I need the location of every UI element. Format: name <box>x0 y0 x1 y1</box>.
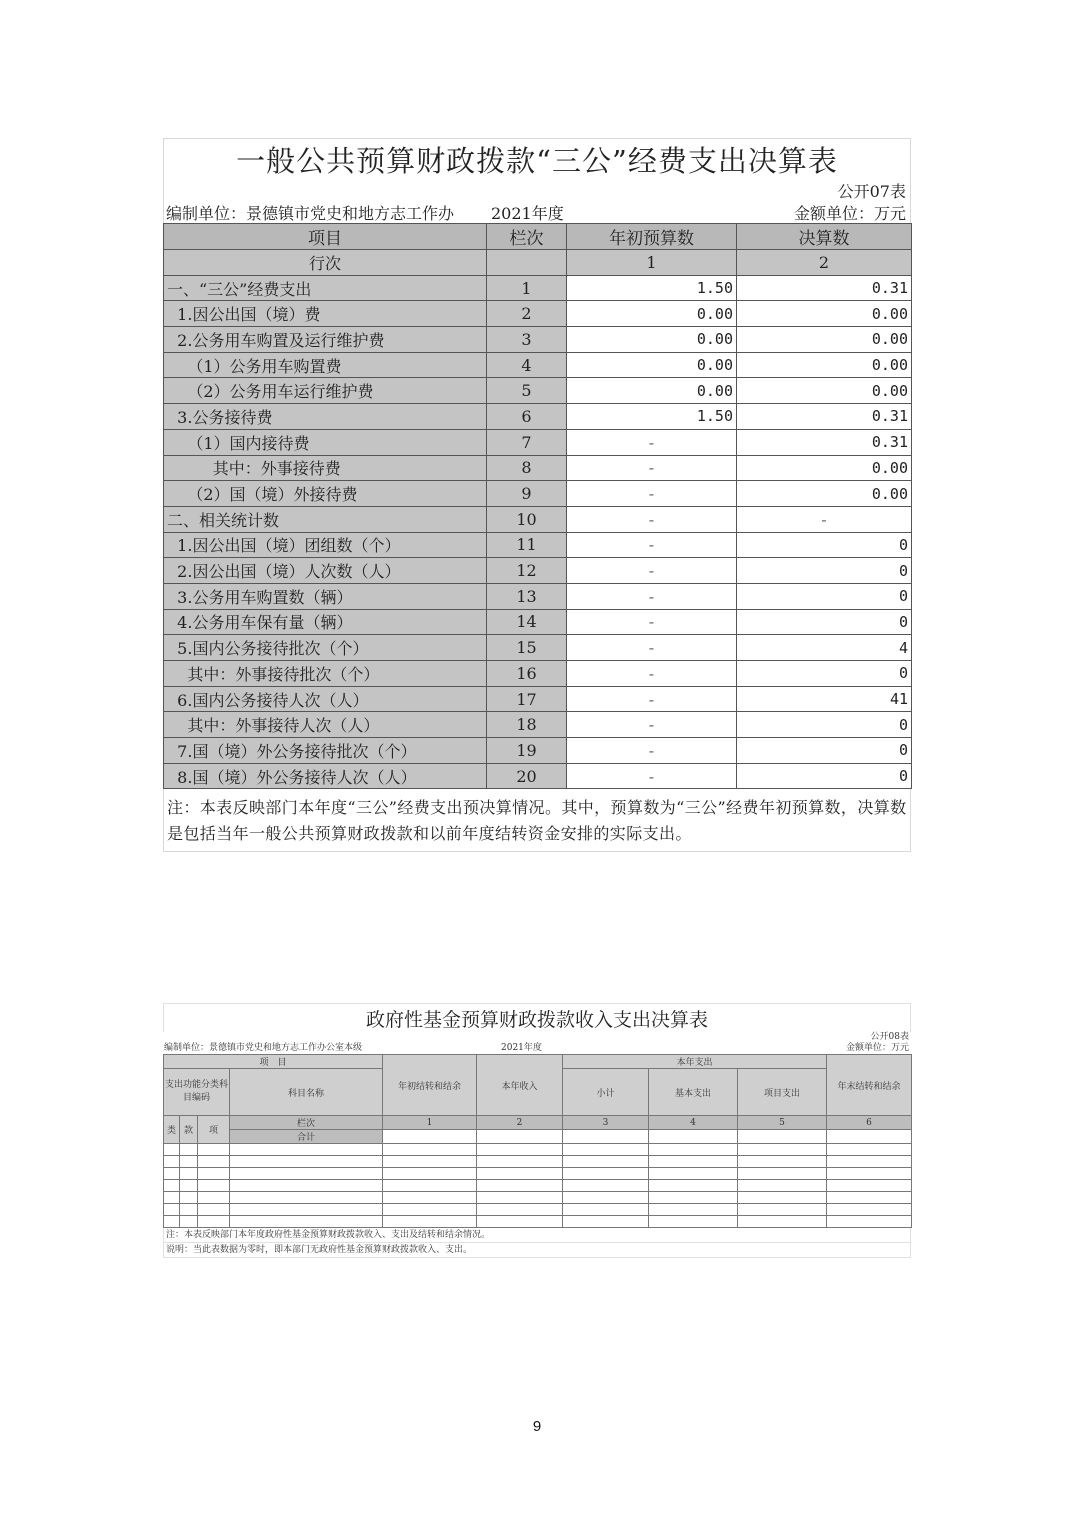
table2-empty-cell <box>477 1144 563 1156</box>
table2-empty-cell <box>738 1216 827 1228</box>
table1-row <box>164 327 912 353</box>
table2-empty-cell <box>230 1216 383 1228</box>
table2-empty-row <box>164 1192 912 1204</box>
row-item-name: 1.因公出国（境）团组数（个） <box>164 532 487 558</box>
table2-empty-cell <box>738 1180 827 1192</box>
row-budget-value: - <box>567 455 737 481</box>
table2-empty-cell <box>383 1180 477 1192</box>
table1-row <box>164 558 912 584</box>
table2-header-row-1 <box>164 1055 912 1069</box>
row-final-value: 0 <box>737 661 912 687</box>
row-budget-value: - <box>567 712 737 738</box>
row-item-name: （1）国内接待费 <box>164 429 487 455</box>
row-final-value: 0.00 <box>737 301 912 327</box>
header-subtotal: 小计 <box>563 1069 649 1116</box>
three-public-expenses-table <box>163 138 911 852</box>
table2-note-1: 注：本表反映部门本年度政府性基金预算财政拨款收入、支出及结转和结余情况。 <box>163 1228 911 1243</box>
table2-amount-unit: 金额单位：万元 <box>845 1043 909 1053</box>
row-index-label: 行次 <box>164 250 487 276</box>
row-final-value: 0 <box>737 738 912 764</box>
table2-empty-cell <box>563 1156 649 1168</box>
header-item: 项 目 <box>164 1055 383 1069</box>
table1-row <box>164 738 912 764</box>
table2-empty-cell <box>827 1204 912 1216</box>
row-col-no: 20 <box>487 763 567 789</box>
table2-empty-cell <box>230 1204 383 1216</box>
row-col-no: 19 <box>487 738 567 764</box>
col-number-1: 1 <box>383 1116 477 1130</box>
table2-empty-cell <box>230 1156 383 1168</box>
table2-empty-cell <box>230 1192 383 1204</box>
row-final-value: 0 <box>737 558 912 584</box>
row-col-no: 8 <box>487 455 567 481</box>
table2-empty-cell <box>383 1144 477 1156</box>
header-begin-balance: 年初结转和结余 <box>383 1055 477 1116</box>
row-item-name: 2.因公出国（境）人次数（人） <box>164 558 487 584</box>
header-expense-group: 本年支出 <box>563 1055 827 1069</box>
table2-empty-cell <box>198 1204 230 1216</box>
row-col-no: 10 <box>487 506 567 532</box>
row-budget-value: - <box>567 481 737 507</box>
row-budget-value: 0.00 <box>567 327 737 353</box>
total-cell <box>738 1130 827 1144</box>
total-cell <box>827 1130 912 1144</box>
table2-empty-cell <box>164 1144 180 1156</box>
table2-empty-cell <box>164 1216 180 1228</box>
table2-empty-cell <box>230 1180 383 1192</box>
col-number-5: 5 <box>738 1116 827 1130</box>
table2-empty-cell <box>563 1204 649 1216</box>
table1-row <box>164 609 912 635</box>
header-func-code: 支出功能分类科目编码 <box>164 1069 230 1116</box>
table2-empty-cell <box>649 1204 738 1216</box>
row-final-value: 0 <box>737 532 912 558</box>
row-col-no: 12 <box>487 558 567 584</box>
table2-empty-cell <box>383 1192 477 1204</box>
header-item: 项目 <box>164 224 487 250</box>
row-item-name: 2.公务用车购置及运行维护费 <box>164 327 487 353</box>
table2-empty-row <box>164 1180 912 1192</box>
table2-empty-cell <box>563 1192 649 1204</box>
table2-empty-cell <box>198 1144 230 1156</box>
table1-row <box>164 275 912 301</box>
table2-empty-cell <box>827 1192 912 1204</box>
row-final-value: 0.00 <box>737 327 912 353</box>
table2-year: 2021年度 <box>501 1043 542 1053</box>
header-budget: 年初预算数 <box>567 224 737 250</box>
table2-empty-row <box>164 1216 912 1228</box>
table1-row <box>164 635 912 661</box>
table2-unit-row <box>163 1043 911 1054</box>
table2-empty-cell <box>563 1216 649 1228</box>
row-budget-value: - <box>567 661 737 687</box>
row-final-value: 0.00 <box>737 378 912 404</box>
col-number-2: 2 <box>477 1116 563 1130</box>
row-budget-value: 0.00 <box>567 301 737 327</box>
row-budget-value: 0.00 <box>567 378 737 404</box>
table2-empty-cell <box>827 1180 912 1192</box>
table1-row <box>164 661 912 687</box>
row-col-no: 4 <box>487 352 567 378</box>
table2-empty-cell <box>198 1156 230 1168</box>
table2-code-row <box>163 1032 911 1043</box>
table2-empty-cell <box>827 1144 912 1156</box>
table2-code: 公开08表 <box>870 1032 909 1042</box>
table2-unit: 编制单位：景德镇市党史和地方志工作办公室本级 <box>164 1043 363 1053</box>
row-budget-value: - <box>567 763 737 789</box>
row-final-value: 0.00 <box>737 352 912 378</box>
table1-row <box>164 532 912 558</box>
row-budget-value: 0.00 <box>567 352 737 378</box>
row-final-value: 0 <box>737 763 912 789</box>
table1-row <box>164 378 912 404</box>
table1-row <box>164 429 912 455</box>
table2-empty-row <box>164 1144 912 1156</box>
row-final-value: 0.31 <box>737 404 912 430</box>
table1-code-row <box>163 179 911 201</box>
row-item-name: 3.公务用车购置数（辆） <box>164 583 487 609</box>
row-col-no: 7 <box>487 429 567 455</box>
row-budget-value: 1.50 <box>567 275 737 301</box>
table2-empty-cell <box>198 1216 230 1228</box>
row-item-name: （1）公务用车购置费 <box>164 352 487 378</box>
table2-empty-cell <box>649 1216 738 1228</box>
table1-grid <box>163 223 912 789</box>
table2-empty-cell <box>649 1180 738 1192</box>
table2-empty-cell <box>198 1192 230 1204</box>
row-budget-value: - <box>567 558 737 584</box>
row-col-no: 9 <box>487 481 567 507</box>
row-item-name: 7.国（境）外公务接待批次（个） <box>164 738 487 764</box>
row-item-name: 其中：外事接待批次（个） <box>164 661 487 687</box>
table1-row <box>164 712 912 738</box>
table2-empty-cell <box>383 1168 477 1180</box>
row-col-no: 2 <box>487 301 567 327</box>
row-item-name: （2）国（境）外接待费 <box>164 481 487 507</box>
row-final-value: 41 <box>737 686 912 712</box>
table1-title: 一般公共预算财政拨款“三公”经费支出决算表 <box>163 138 911 179</box>
row-item-name: 5.国内公务接待批次（个） <box>164 635 487 661</box>
table2-empty-cell <box>477 1216 563 1228</box>
row-item-name: 3.公务接待费 <box>164 404 487 430</box>
table2-empty-cell <box>649 1144 738 1156</box>
table2-empty-cell <box>477 1156 563 1168</box>
header-final: 决算数 <box>737 224 912 250</box>
total-cell <box>383 1130 477 1144</box>
table2-empty-cell <box>180 1180 198 1192</box>
table2-empty-cell <box>738 1168 827 1180</box>
table2-empty-cell <box>563 1180 649 1192</box>
row-final-value: 0 <box>737 583 912 609</box>
total-cell <box>477 1130 563 1144</box>
header-end-balance: 年末结转和结余 <box>827 1055 912 1116</box>
row-index-budget: 1 <box>567 250 737 276</box>
row-item-name: （2）公务用车运行维护费 <box>164 378 487 404</box>
row-final-value: - <box>737 506 912 532</box>
table2-empty-cell <box>477 1192 563 1204</box>
table2-empty-cell <box>180 1216 198 1228</box>
row-col-no: 17 <box>487 686 567 712</box>
table2-empty-cell <box>738 1192 827 1204</box>
table2-empty-cell <box>230 1168 383 1180</box>
header-col-no: 栏次 <box>487 224 567 250</box>
row-budget-value: - <box>567 635 737 661</box>
table1-row <box>164 506 912 532</box>
row-index-final: 2 <box>737 250 912 276</box>
header-xiang: 项 <box>198 1116 230 1144</box>
header-project: 项目支出 <box>738 1069 827 1116</box>
table2-empty-cell <box>383 1216 477 1228</box>
header-kuan: 款 <box>180 1116 198 1144</box>
table2-empty-cell <box>738 1204 827 1216</box>
row-item-name: 8.国（境）外公务接待人次（人） <box>164 763 487 789</box>
table2-empty-row <box>164 1204 912 1216</box>
header-income: 本年收入 <box>477 1055 563 1116</box>
row-final-value: 0.31 <box>737 275 912 301</box>
row-col-no: 16 <box>487 661 567 687</box>
row-final-value: 0.31 <box>737 429 912 455</box>
table1-row <box>164 455 912 481</box>
table1-row <box>164 763 912 789</box>
table1-year: 2021年度 <box>491 203 564 223</box>
row-item-name: 6.国内公务接待人次（人） <box>164 686 487 712</box>
row-item-name: 其中：外事接待费 <box>164 455 487 481</box>
table1-row <box>164 352 912 378</box>
col-number-6: 6 <box>827 1116 912 1130</box>
table2-empty-cell <box>164 1180 180 1192</box>
table1-code: 公开07表 <box>837 181 906 201</box>
row-col-no: 13 <box>487 583 567 609</box>
table2-note-2: 说明：当此表数据为零时，即本部门无政府性基金预算财政拨款收入、支出。 <box>163 1243 911 1258</box>
page-number: 9 <box>532 1418 542 1435</box>
row-col-no: 11 <box>487 532 567 558</box>
table1-unit-row <box>163 201 911 223</box>
row-final-value: 0 <box>737 712 912 738</box>
row-final-value: 0.00 <box>737 481 912 507</box>
table2-empty-cell <box>738 1156 827 1168</box>
table1-row <box>164 481 912 507</box>
row-item-name: 1.因公出国（境）费 <box>164 301 487 327</box>
row-budget-value: - <box>567 532 737 558</box>
table2-empty-cell <box>230 1144 383 1156</box>
table1-row <box>164 301 912 327</box>
table1-note: 注：本表反映部门本年度“三公”经费支出预决算情况。其中，预算数为“三公”经费年初预算数，决算数是包括当年一般公共预算财政拨款和以前年度结转资金安排的实际支出。 <box>163 789 911 852</box>
col-number-3: 3 <box>563 1116 649 1130</box>
total-cell <box>649 1130 738 1144</box>
table1-row <box>164 686 912 712</box>
header-basic: 基本支出 <box>649 1069 738 1116</box>
table2-empty-cell <box>563 1144 649 1156</box>
table1-amount-unit: 金额单位：万元 <box>793 203 906 223</box>
table2-empty-cell <box>827 1168 912 1180</box>
table2-empty-row <box>164 1168 912 1180</box>
table2-title: 政府性基金预算财政拨款收入支出决算表 <box>163 1003 911 1032</box>
table2-empty-cell <box>180 1144 198 1156</box>
table2-empty-cell <box>738 1144 827 1156</box>
table2-empty-cell <box>198 1180 230 1192</box>
gov-fund-table <box>163 1003 911 1258</box>
table2-empty-cell <box>477 1204 563 1216</box>
table1-row <box>164 404 912 430</box>
row-budget-value: - <box>567 686 737 712</box>
row-budget-value: - <box>567 609 737 635</box>
table2-empty-cell <box>563 1168 649 1180</box>
header-subject-name: 科目名称 <box>230 1069 383 1116</box>
row-final-value: 0 <box>737 609 912 635</box>
row-col-no: 3 <box>487 327 567 353</box>
table2-empty-cell <box>827 1216 912 1228</box>
row-budget-value: - <box>567 429 737 455</box>
table2-empty-cell <box>827 1156 912 1168</box>
header-lei: 类 <box>164 1116 180 1144</box>
table1-row-index-row <box>164 250 912 276</box>
row-budget-value: - <box>567 738 737 764</box>
table2-empty-cell <box>198 1168 230 1180</box>
row-col-no: 18 <box>487 712 567 738</box>
row-col-no: 6 <box>487 404 567 430</box>
table2-empty-cell <box>649 1192 738 1204</box>
header-col-no: 栏次 <box>230 1116 383 1130</box>
row-budget-value: - <box>567 583 737 609</box>
table2-empty-cell <box>383 1156 477 1168</box>
row-col-no: 5 <box>487 378 567 404</box>
table2-empty-cell <box>164 1156 180 1168</box>
table2-col-no-row <box>164 1116 912 1130</box>
table1-header-row <box>164 224 912 250</box>
row-budget-value: 1.50 <box>567 404 737 430</box>
table2-empty-cell <box>477 1180 563 1192</box>
row-col-no: 15 <box>487 635 567 661</box>
table1-row <box>164 583 912 609</box>
row-col-no: 14 <box>487 609 567 635</box>
table2-empty-cell <box>164 1168 180 1180</box>
total-cell <box>563 1130 649 1144</box>
table2-total-row <box>164 1130 912 1144</box>
table2-empty-cell <box>164 1192 180 1204</box>
table2-empty-cell <box>180 1156 198 1168</box>
table2-empty-cell <box>383 1204 477 1216</box>
total-label: 合计 <box>230 1130 383 1144</box>
table2-empty-row <box>164 1156 912 1168</box>
table2-empty-cell <box>180 1204 198 1216</box>
row-item-name: 二、相关统计数 <box>164 506 487 532</box>
table2-grid <box>163 1054 912 1228</box>
row-item-name: 一、“三公”经费支出 <box>164 275 487 301</box>
table2-empty-cell <box>164 1204 180 1216</box>
row-index-empty <box>487 250 567 276</box>
row-final-value: 0.00 <box>737 455 912 481</box>
row-final-value: 4 <box>737 635 912 661</box>
row-col-no: 1 <box>487 275 567 301</box>
table2-empty-cell <box>649 1156 738 1168</box>
table2-empty-cell <box>477 1168 563 1180</box>
table2-empty-cell <box>180 1168 198 1180</box>
col-number-4: 4 <box>649 1116 738 1130</box>
table1-unit: 编制单位：景德镇市党史和地方志工作办 <box>166 203 455 223</box>
row-item-name: 4.公务用车保有量（辆） <box>164 609 487 635</box>
row-item-name: 其中：外事接待人次（人） <box>164 712 487 738</box>
row-budget-value: - <box>567 506 737 532</box>
table2-empty-cell <box>649 1168 738 1180</box>
table2-empty-cell <box>180 1192 198 1204</box>
